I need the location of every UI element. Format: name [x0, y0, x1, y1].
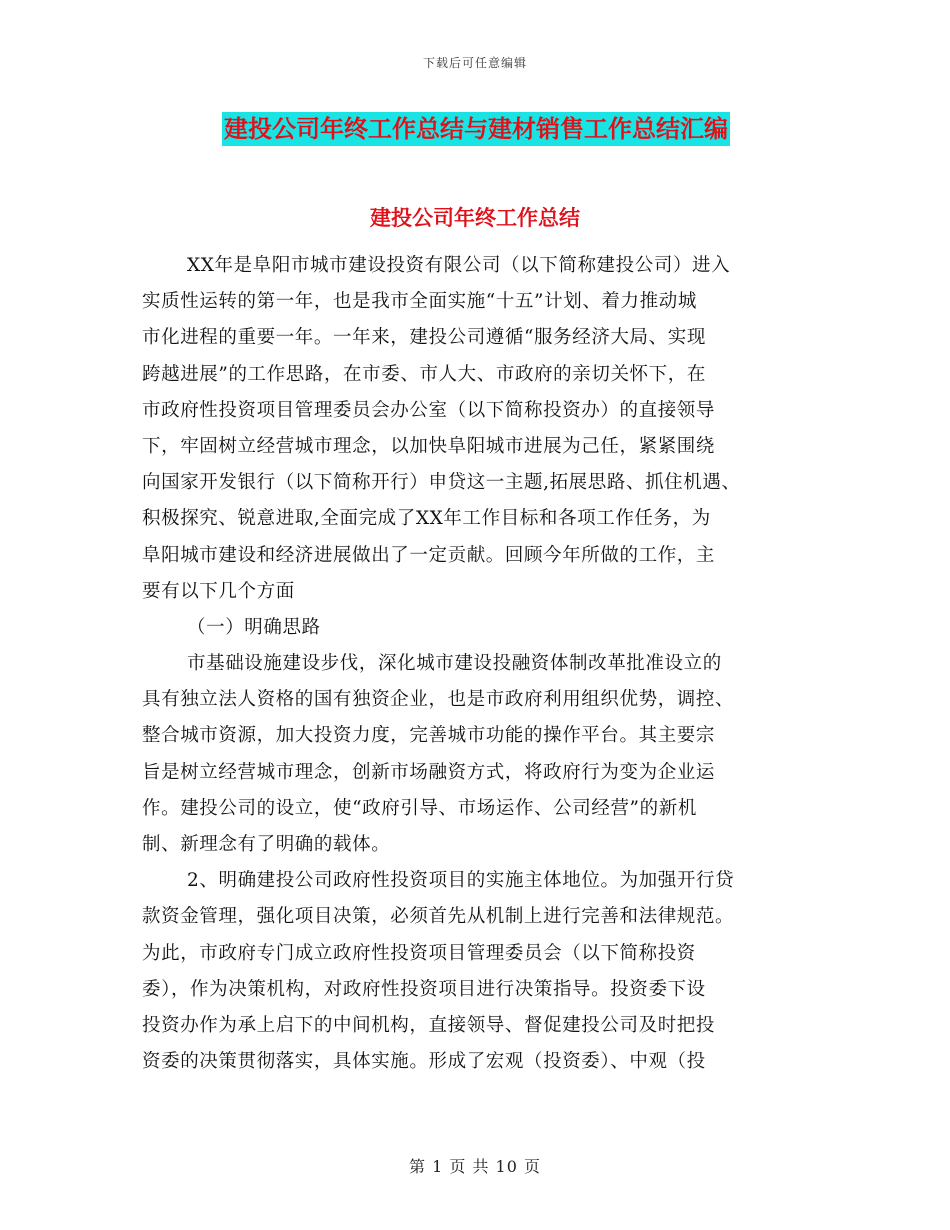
paragraph-line: 市化进程的重要一年。一年来，建投公司遵循“服务经济大局、实现: [142, 327, 706, 349]
header-note: 下载后可任意编辑: [422, 56, 527, 70]
paragraph-line: 市政府性投资项目管理委员会办公室（以下简称投资办）的直接领导: [142, 399, 716, 421]
paragraph-line: 积极探究、锐意进取,全面完成了XX年工作目标和各项工作任务，为: [142, 508, 711, 530]
paragraph-line: 委），作为决策机构，对政府性投资项目进行决策指导。投资委下设: [142, 978, 706, 1000]
paragraph-line: 下，牢固树立经营城市理念，以加快阜阳城市进展为己任，紧紧围绕: [142, 435, 716, 457]
paragraph-line: 市基础设施建设步伐，深化城市建设投融资体制改革批准设立的: [187, 653, 722, 675]
paragraph-line: XX年是阜阳市城市建设投资有限公司（以下简称建投公司）进入: [187, 255, 731, 276]
paragraph-line: 整合城市资源，加大投资力度，完善城市功能的操作平台。其主要宗: [142, 725, 716, 747]
paragraph-line: 要有以下几个方面: [142, 580, 295, 602]
paragraph-line: 阜阳城市建设和经济进展做出了一定贡献。回顾今年所做的工作，主: [142, 544, 716, 566]
paragraph-line: 制、新理念有了明确的载体。: [142, 834, 391, 855]
paragraph-line: 具有独立法人资格的国有独资企业，也是市政府利用组织优势，调控、: [142, 689, 735, 711]
paragraph-line: 2、明确建投公司政府性投资项目的实施主体地位。为加强开行贷: [187, 870, 735, 892]
paragraph-line: 跨越进展”的工作思路，在市委、市人大、市政府的亲切关怀下，在: [142, 363, 706, 385]
section-title: 建投公司年终工作总结: [370, 206, 580, 230]
paragraph-line: 旨是树立经营城市理念，创新市场融资方式，将政府行为变为企业运: [142, 761, 716, 783]
paragraph-line: 为此，市政府专门成立政府性投资项目管理委员会（以下简称投资: [142, 942, 696, 964]
document-title: 建投公司年终工作总结与建材销售工作总结汇编: [222, 112, 730, 146]
paragraph-line: 向国家开发银行（以下简称开行）申贷这一主题,拓展思路、抓住机遇、: [142, 472, 741, 494]
paragraph-line: 投资办作为承上启下的中间机构，直接领导、督促建投公司及时把投: [142, 1014, 716, 1036]
subheading: （一）明确思路: [187, 616, 321, 638]
body-text: [142, 248, 822, 1080]
paragraph-line: 款资金管理，强化项目决策，必须首先从机制上进行完善和法律规范。: [142, 906, 735, 928]
paragraph-line: 实质性运转的第一年，也是我市全面实施“十五”计划、着力推动城: [142, 291, 697, 313]
paragraph-line: 资委的决策贯彻落实，具体实施。形成了宏观（投资委）、中观（投: [142, 1051, 706, 1073]
paragraph-line: 作。建投公司的设立，使“政府引导、市场运作、公司经营”的新机: [142, 797, 697, 819]
page-number: 第 1 页 共 10 页: [409, 1157, 541, 1176]
